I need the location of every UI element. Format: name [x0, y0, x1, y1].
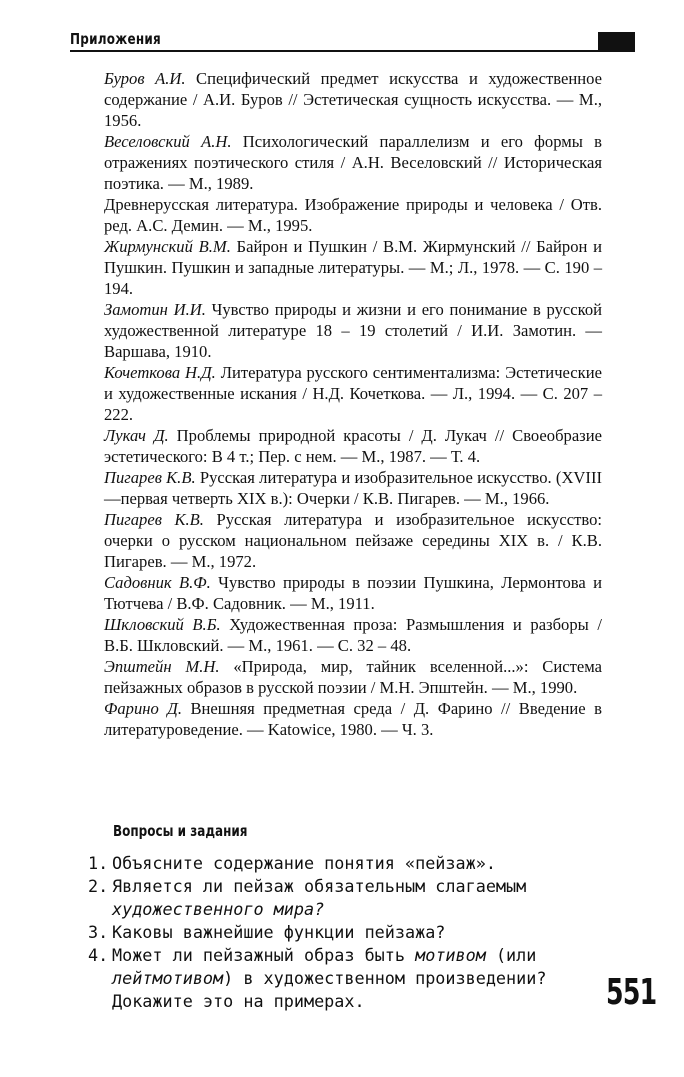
entry-text: Психологический параллелизм и его формы в отражениях поэтического стиля / А.Н. Веселовский // Историческая поэтика. — М., 1989. [104, 132, 602, 193]
entry-text: Байрон и Пушкин / В.М. Жирмунский // Байрон и Пушкин. Пушкин и западные литературы. — М.; Л., 1978. — С. 190 – 194. [104, 237, 602, 298]
entry-author: Пигарев К.В. [104, 468, 196, 487]
bibliography-entry [104, 299, 602, 362]
entry-author: Шкловский В.Б. [104, 615, 221, 634]
question-number: 3. [88, 922, 109, 942]
running-header [70, 30, 635, 52]
entry-text: Чувство природы в поэзии Пушкина, Лермонтова и Тютчева / В.Ф. Садовник. — М., 1911. [104, 573, 602, 613]
bibliography-entry [104, 194, 602, 236]
question-item [88, 921, 603, 944]
header-title: Приложения [70, 30, 161, 48]
entry-text: Литература русского сентиментализма: Эстетические и художественные искания / Н.Д. Кочеткова. — Л., 1994. — С. 207 – 222. [104, 363, 602, 424]
entry-text: Внешняя предметная среда / Д. Фарино // Введение в литературоведение. — Katowice, 1980. — Ч. 3. [104, 699, 602, 739]
bibliography-entry [104, 362, 602, 425]
page-number: 551 [606, 972, 657, 1013]
bibliography-entry [104, 68, 602, 131]
bibliography-entry [104, 131, 602, 194]
question-text-part: ) в художественном произведении? Докажите это на примерах. [112, 968, 547, 1011]
question-text-part: Каковы важнейшие функции пейзажа? [112, 922, 446, 942]
question-item [88, 944, 603, 1013]
entry-author: Эпштейн М.Н. [104, 657, 220, 676]
entry-author: Фарино Д. [104, 699, 182, 718]
question-number: 4. [88, 945, 109, 965]
bibliography-entry [104, 656, 602, 698]
bibliography-entry [104, 698, 602, 740]
question-text [112, 852, 603, 875]
question-emphasis: мотивом [415, 945, 486, 965]
question-item [88, 852, 603, 875]
question-text-part: (или [485, 945, 537, 965]
question-text [112, 921, 603, 944]
entry-text: Специфический предмет искусства и художественное содержание / А.И. Буров // Эстетическая сущность искусства. — М., 1956. [104, 69, 602, 130]
bibliography-entry [104, 425, 602, 467]
question-number: 2. [88, 876, 109, 896]
question-text [112, 875, 603, 921]
bibliography-entry [104, 572, 602, 614]
entry-author: Жирмунский В.М. [104, 237, 231, 256]
entry-author: Веселовский А.Н. [104, 132, 232, 151]
entry-author: Лукач Д. [104, 426, 169, 445]
entry-text: Древнерусская литература. Изображение природы и человека / Отв. ред. А.С. Демин. — М., 1995. [104, 195, 602, 235]
entry-text: Чувство природы и жизни и его понимание в русской художественной литературе 18 – 19 столетий / И.И. Замотин. — Варшава, 1910. [104, 300, 602, 361]
question-emphasis: художественного мира? [112, 899, 325, 919]
entry-text: Художественная проза: Размышления и разборы / В.Б. Шкловский. — М., 1961. — С. 32 – 48. [104, 615, 602, 655]
header-rule [70, 50, 635, 52]
question-emphasis: лейтмотивом [112, 968, 224, 988]
question-text [112, 944, 603, 1013]
section-title: Вопросы и задания [113, 822, 248, 840]
questions-list [88, 852, 603, 1013]
header-black-block [598, 32, 635, 50]
entry-author: Пигарев К.В. [104, 510, 204, 529]
question-number: 1. [88, 853, 109, 873]
question-text-part: Может ли пейзажный образ быть [112, 945, 416, 965]
bibliography-entry [104, 467, 602, 509]
bibliography-entry [104, 509, 602, 572]
bibliography-entry [104, 614, 602, 656]
entry-text: Русская литература и изобразительное искусство: очерки о русском национальном пейзаже середины XIX в. / К.В. Пигарев. — М., 1972. [104, 510, 602, 571]
bibliography-list [104, 68, 602, 740]
question-text-part: Объясните содержание понятия «пейзаж». [112, 853, 496, 873]
entry-text: Проблемы природной красоты / Д. Лукач // Своеобразие эстетического: В 4 т.; Пер. с нем. — М., 1987. — Т. 4. [104, 426, 602, 466]
question-text-part: Является ли пейзаж обязательным слагаемым [112, 876, 527, 896]
question-item [88, 875, 603, 921]
entry-author: Буров А.И. [104, 69, 186, 88]
entry-author: Замотин И.И. [104, 300, 206, 319]
entry-text: Русская литература и изобразительное искусство. (XVIII—первая четверть XIX в.): Очерки / К.В. Пигарев. — М., 1966. [104, 468, 602, 508]
bibliography-entry [104, 236, 602, 299]
entry-author: Кочеткова Н.Д. [104, 363, 216, 382]
entry-text: «Природа, мир, тайник вселенной...»: Система пейзажных образов в русской поэзии / М.Н. Эпштейн. — М., 1990. [104, 657, 602, 697]
entry-author: Садовник В.Ф. [104, 573, 211, 592]
